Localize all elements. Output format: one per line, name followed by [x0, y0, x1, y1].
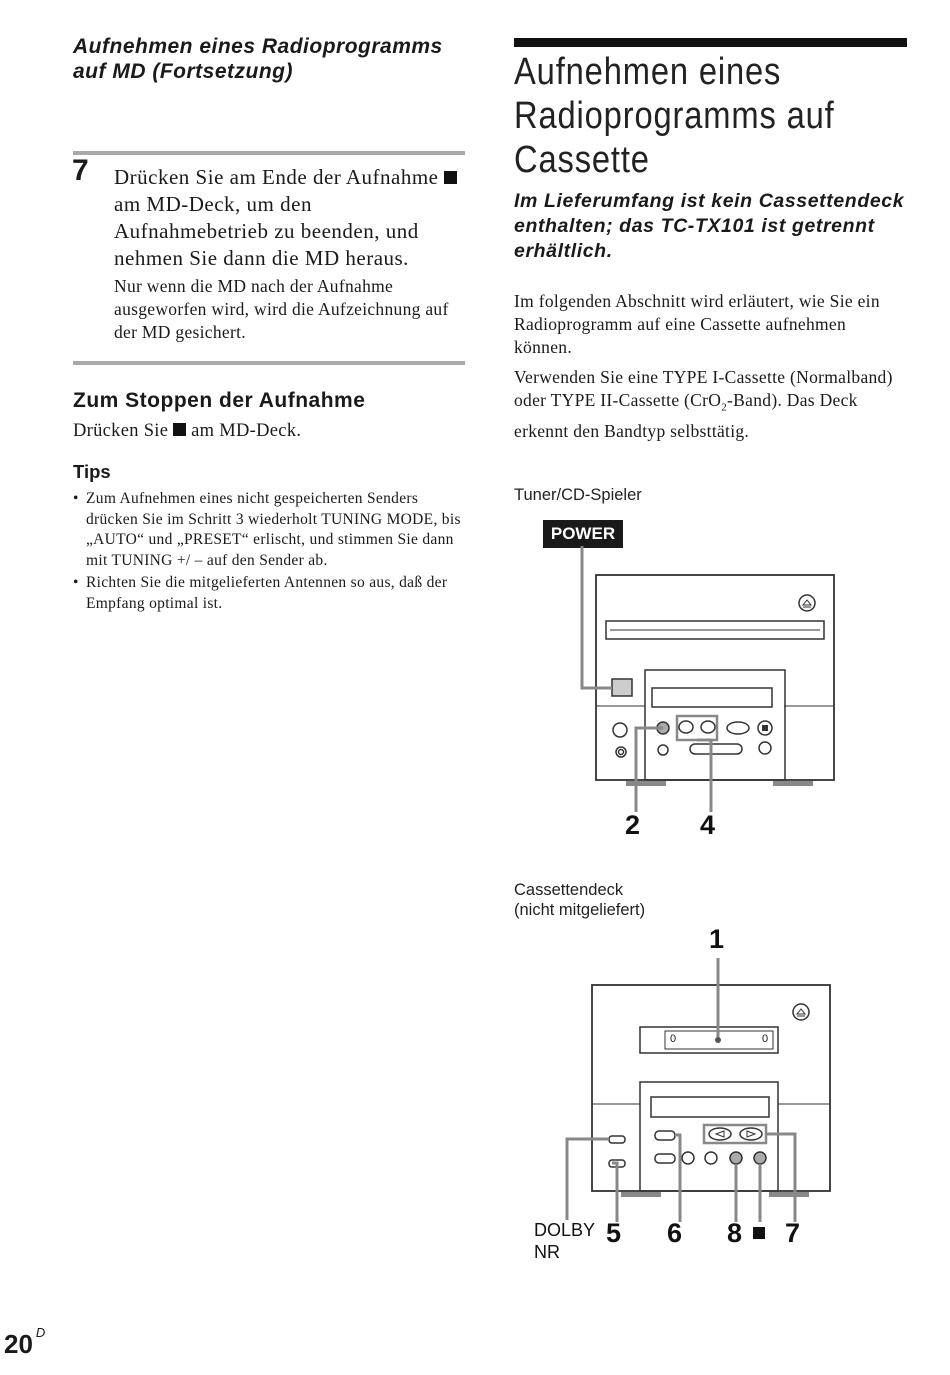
continued-section-title: Aufnehmen eines Radioprogramms auf MD (Fortsetzung): [73, 35, 443, 83]
stop-text-part2: am MD-Deck.: [191, 421, 302, 441]
power-label: POWER: [543, 520, 623, 548]
callout-2: 2: [625, 810, 641, 840]
page-number-value: 20: [4, 1329, 33, 1359]
tape-counter-right: 0: [762, 1033, 769, 1045]
eject-icon: [793, 1004, 809, 1020]
cassette-deck-drawing: [567, 958, 830, 1222]
callout-6: 6: [667, 1218, 683, 1248]
callout-5: 5: [606, 1218, 622, 1248]
step-note: Nur wenn die MD nach der Aufnahme ausgeworfen wird, wird die Aufzeichnung auf der MD gesichert.: [114, 276, 449, 342]
step-text-part2: am MD-Deck, um den Aufnahmebetrieb zu beenden, und nehmen Sie dann die MD heraus.: [114, 192, 419, 270]
cassette-figure-label-line2: (nicht mitgeliefert): [514, 901, 646, 919]
page-number: [4, 1325, 46, 1360]
tip-item: • Zum Aufnehmen eines nicht gespeicherten Senders drücken Sie im Schritt 3 wiederholt TUNING MODE, bis „AUTO“ und „PRESET“ erlischt, und stimmen Sie dann mit TUNING +/ – auf den Sender ab.: [73, 489, 468, 571]
stop-text-part1: Drücken Sie: [73, 421, 169, 441]
tip-item: • Richten Sie die mitgelieferten Antennen so aus, daß der Empfang optimal ist.: [73, 573, 468, 614]
callout-8: 8: [727, 1218, 743, 1248]
stop-icon: [753, 1227, 765, 1239]
intro-paragraph-1: Im folgenden Abschnitt wird erläutert, wie Sie ein Radioprogramm auf eine Cassette aufnehmen können.: [514, 291, 880, 357]
cassette-figure-label-line1: Cassettendeck: [514, 881, 624, 899]
dolby-label-line1: DOLBY: [534, 1220, 596, 1240]
tuner-figure-label: Tuner/CD-Spieler: [514, 486, 642, 504]
callout-1: 1: [709, 924, 725, 954]
page-number-suffix: D: [35, 1325, 46, 1340]
intro-2-part2: -Band). Das Deck erkennt den Bandtyp selbsttätig.: [514, 390, 858, 441]
eject-icon: [799, 595, 815, 611]
stop-recording-heading: Zum Stoppen der Aufnahme: [73, 389, 366, 412]
tuner-cd-player-drawing: [582, 546, 834, 812]
intro-2-part1: Verwenden Sie eine TYPE I-Cassette (Normalband) oder TYPE II-Cassette (CrO: [514, 367, 893, 410]
callout-4: 4: [700, 810, 716, 840]
intro-2-subscript: 2: [721, 401, 728, 414]
section-title: Aufnehmen eines Radioprogramms auf Cassette: [514, 51, 835, 181]
step-text-part1: Drücken Sie am Ende der Aufnahme: [114, 165, 439, 189]
section-subtitle: Im Lieferumfang ist kein Cassettendeck enthalten; das TC-TX101 ist getrennt erhältlich.: [514, 190, 905, 262]
callout-7: 7: [785, 1218, 801, 1248]
dolby-label-line2: NR: [534, 1242, 560, 1262]
step-number: 7: [72, 154, 89, 187]
tips-heading: Tips: [73, 461, 111, 482]
tape-counter-left: 0: [670, 1033, 677, 1045]
